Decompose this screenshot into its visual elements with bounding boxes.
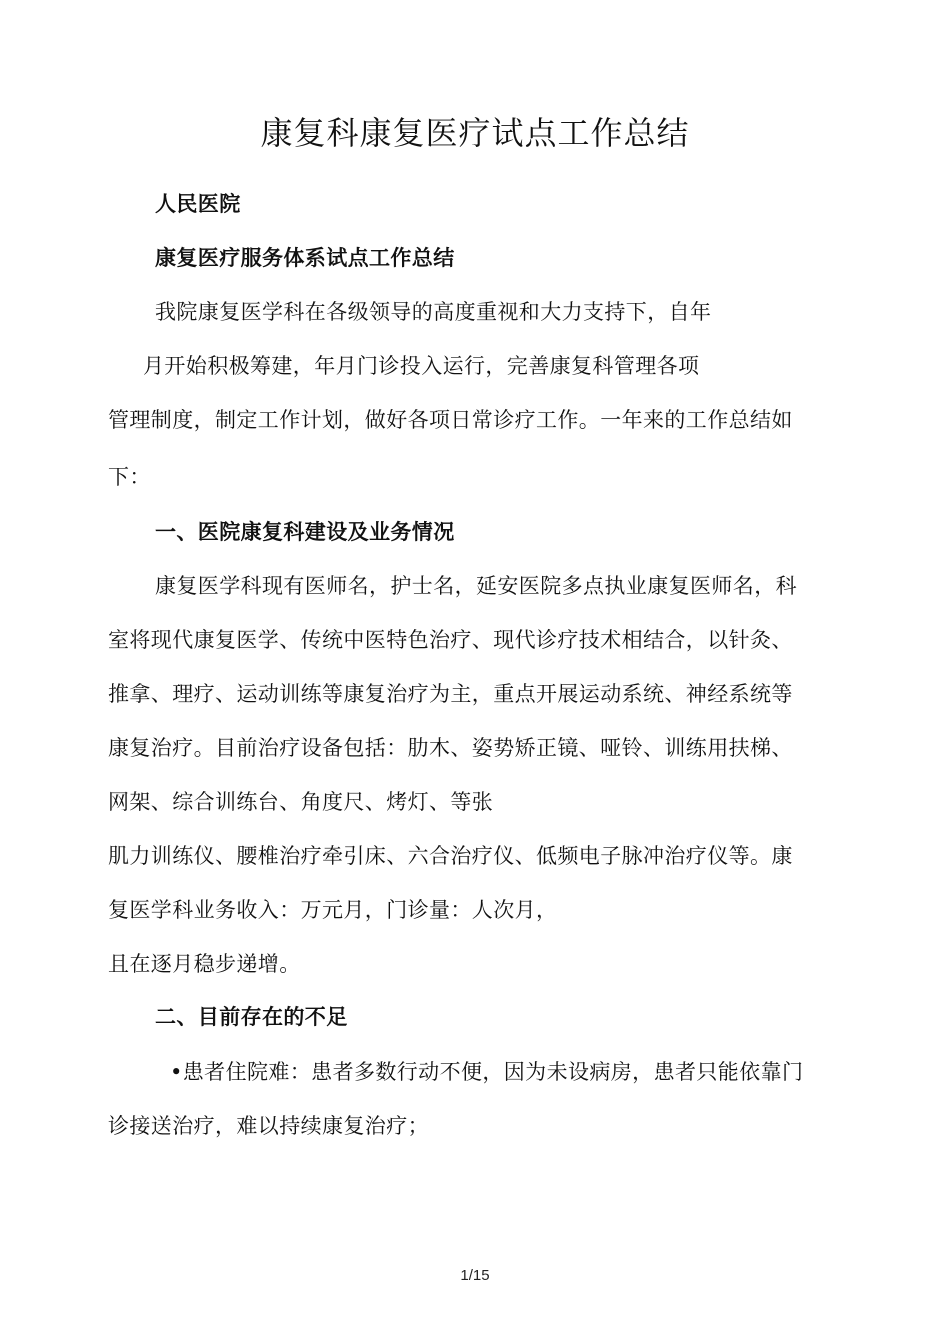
section-1-line: 肌力训练仪、腰椎治疗牵引床、六合治疗仪、低频电子脉冲治疗仪等。康 (108, 844, 793, 868)
section-1-line: 网架、综合训练台、角度尺、烤灯、等张 (108, 790, 494, 814)
intro-line-2: 月开始积极筹建，年月门诊投入运行，完善康复科管理各项 (143, 354, 700, 378)
section-1-line: 推拿、理疗、运动训练等康复治疗为主，重点开展运动系统、神经系统等 (108, 682, 793, 706)
intro-line-1: 我院康复医学科在各级领导的高度重视和大力支持下，自年 (155, 300, 712, 324)
bullet-line-2: 诊接送治疗，难以持续康复治疗； (108, 1114, 429, 1138)
document-title: 康复科康复医疗试点工作总结 (260, 114, 690, 152)
section-1-line: 室将现代康复医学、传统中医特色治疗、现代诊疗技术相结合，以针灸、 (108, 628, 793, 652)
section-1-heading: 一、医院康复科建设及业务情况 (155, 520, 455, 544)
section-1-line: 康复治疗。目前治疗设备包括：肋木、姿势矫正镜、哑铃、训练用扶梯、 (108, 736, 793, 760)
intro-line-3: 管理制度，制定工作计划，做好各项日常诊疗工作。一年来的工作总结如 (108, 408, 793, 432)
section-2-heading: 二、目前存在的不足 (155, 1005, 348, 1029)
intro-line-4: 下： (108, 465, 151, 489)
document-subtitle: 康复医疗服务体系试点工作总结 (155, 246, 455, 270)
bullet-line-1: •患者住院难：患者多数行动不便，因为未设病房，患者只能依靠门 (170, 1060, 804, 1084)
page-number: 1/15 (460, 1267, 490, 1284)
section-1-line: 且在逐月稳步递增。 (108, 952, 301, 976)
hospital-name: 人民医院 (155, 192, 241, 216)
section-1-line: 康复医学科现有医师名，护士名，延安医院多点执业康复医师名，科 (155, 574, 797, 598)
section-1-line: 复医学科业务收入：万元月，门诊量：人次月， (108, 898, 558, 922)
